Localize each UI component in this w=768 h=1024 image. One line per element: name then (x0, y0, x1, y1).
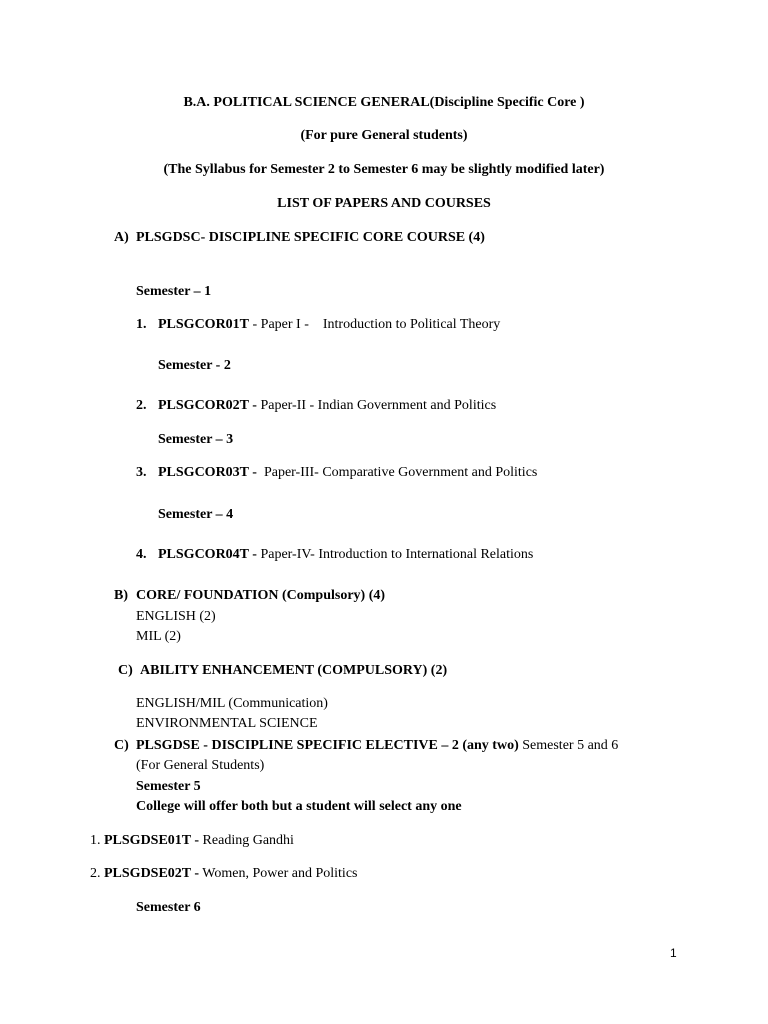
paper-2-number: 2. (136, 398, 147, 413)
section-b-item-mil: MIL (2) (136, 629, 181, 644)
document-title: B.A. POLITICAL SCIENCE GENERAL(Discipline Specific Core ) (183, 95, 585, 110)
paper-3-entry: PLSGCOR03T - Paper-III- Comparative Government and Politics (158, 465, 538, 480)
section-c-item-environmental: ENVIRONMENTAL SCIENCE (136, 716, 318, 731)
page-number: 1 (670, 946, 677, 960)
selection-note: College will offer both but a student will select any one (136, 799, 462, 814)
semester-5-label: Semester 5 (136, 779, 201, 794)
elective-2-entry: 2. PLSGDSE02T - Women, Power and Politics (90, 866, 358, 881)
elective-1-entry: 1. PLSGDSE01T - Reading Gandhi (90, 833, 294, 848)
semester-2-label: Semester - 2 (158, 358, 231, 373)
document-subtitle: (For pure General students) (300, 128, 468, 143)
section-b-item-english: ENGLISH (2) (136, 609, 216, 624)
section-a-heading: PLSGDSC- DISCIPLINE SPECIFIC CORE COURSE (4) (136, 230, 485, 245)
paper-3-number: 3. (136, 465, 147, 480)
section-dse-audience: (For General Students) (136, 758, 265, 773)
section-dse-marker: C) (114, 738, 129, 753)
section-b-marker: B) (114, 588, 128, 603)
paper-4-number: 4. (136, 547, 147, 562)
section-b-heading: CORE/ FOUNDATION (Compulsory) (4) (136, 588, 386, 603)
semester-3-label: Semester – 3 (158, 432, 234, 447)
section-c-heading: ABILITY ENHANCEMENT (COMPULSORY) (2) (140, 663, 448, 678)
list-heading: LIST OF PAPERS AND COURSES (277, 196, 491, 211)
semester-6-label: Semester 6 (136, 900, 201, 915)
semester-4-label: Semester – 4 (158, 507, 234, 522)
paper-1-number: 1. (136, 317, 147, 332)
paper-1-entry: PLSGCOR01T - Paper I - Introduction to Political Theory (158, 317, 501, 332)
section-c-item-communication: ENGLISH/MIL (Communication) (136, 696, 328, 711)
section-c-marker: C) (118, 663, 133, 678)
paper-2-entry: PLSGCOR02T - Paper-II - Indian Government and Politics (158, 398, 497, 413)
paper-4-entry: PLSGCOR04T - Paper-IV- Introduction to International Relations (158, 547, 534, 562)
section-a-marker: A) (114, 230, 129, 245)
syllabus-note: (The Syllabus for Semester 2 to Semester 6 may be slightly modified later) (163, 162, 605, 177)
section-dse-heading: PLSGDSE - DISCIPLINE SPECIFIC ELECTIVE – 2 (any two) Semester 5 and 6 (136, 738, 619, 753)
semester-1-label: Semester – 1 (136, 284, 212, 299)
